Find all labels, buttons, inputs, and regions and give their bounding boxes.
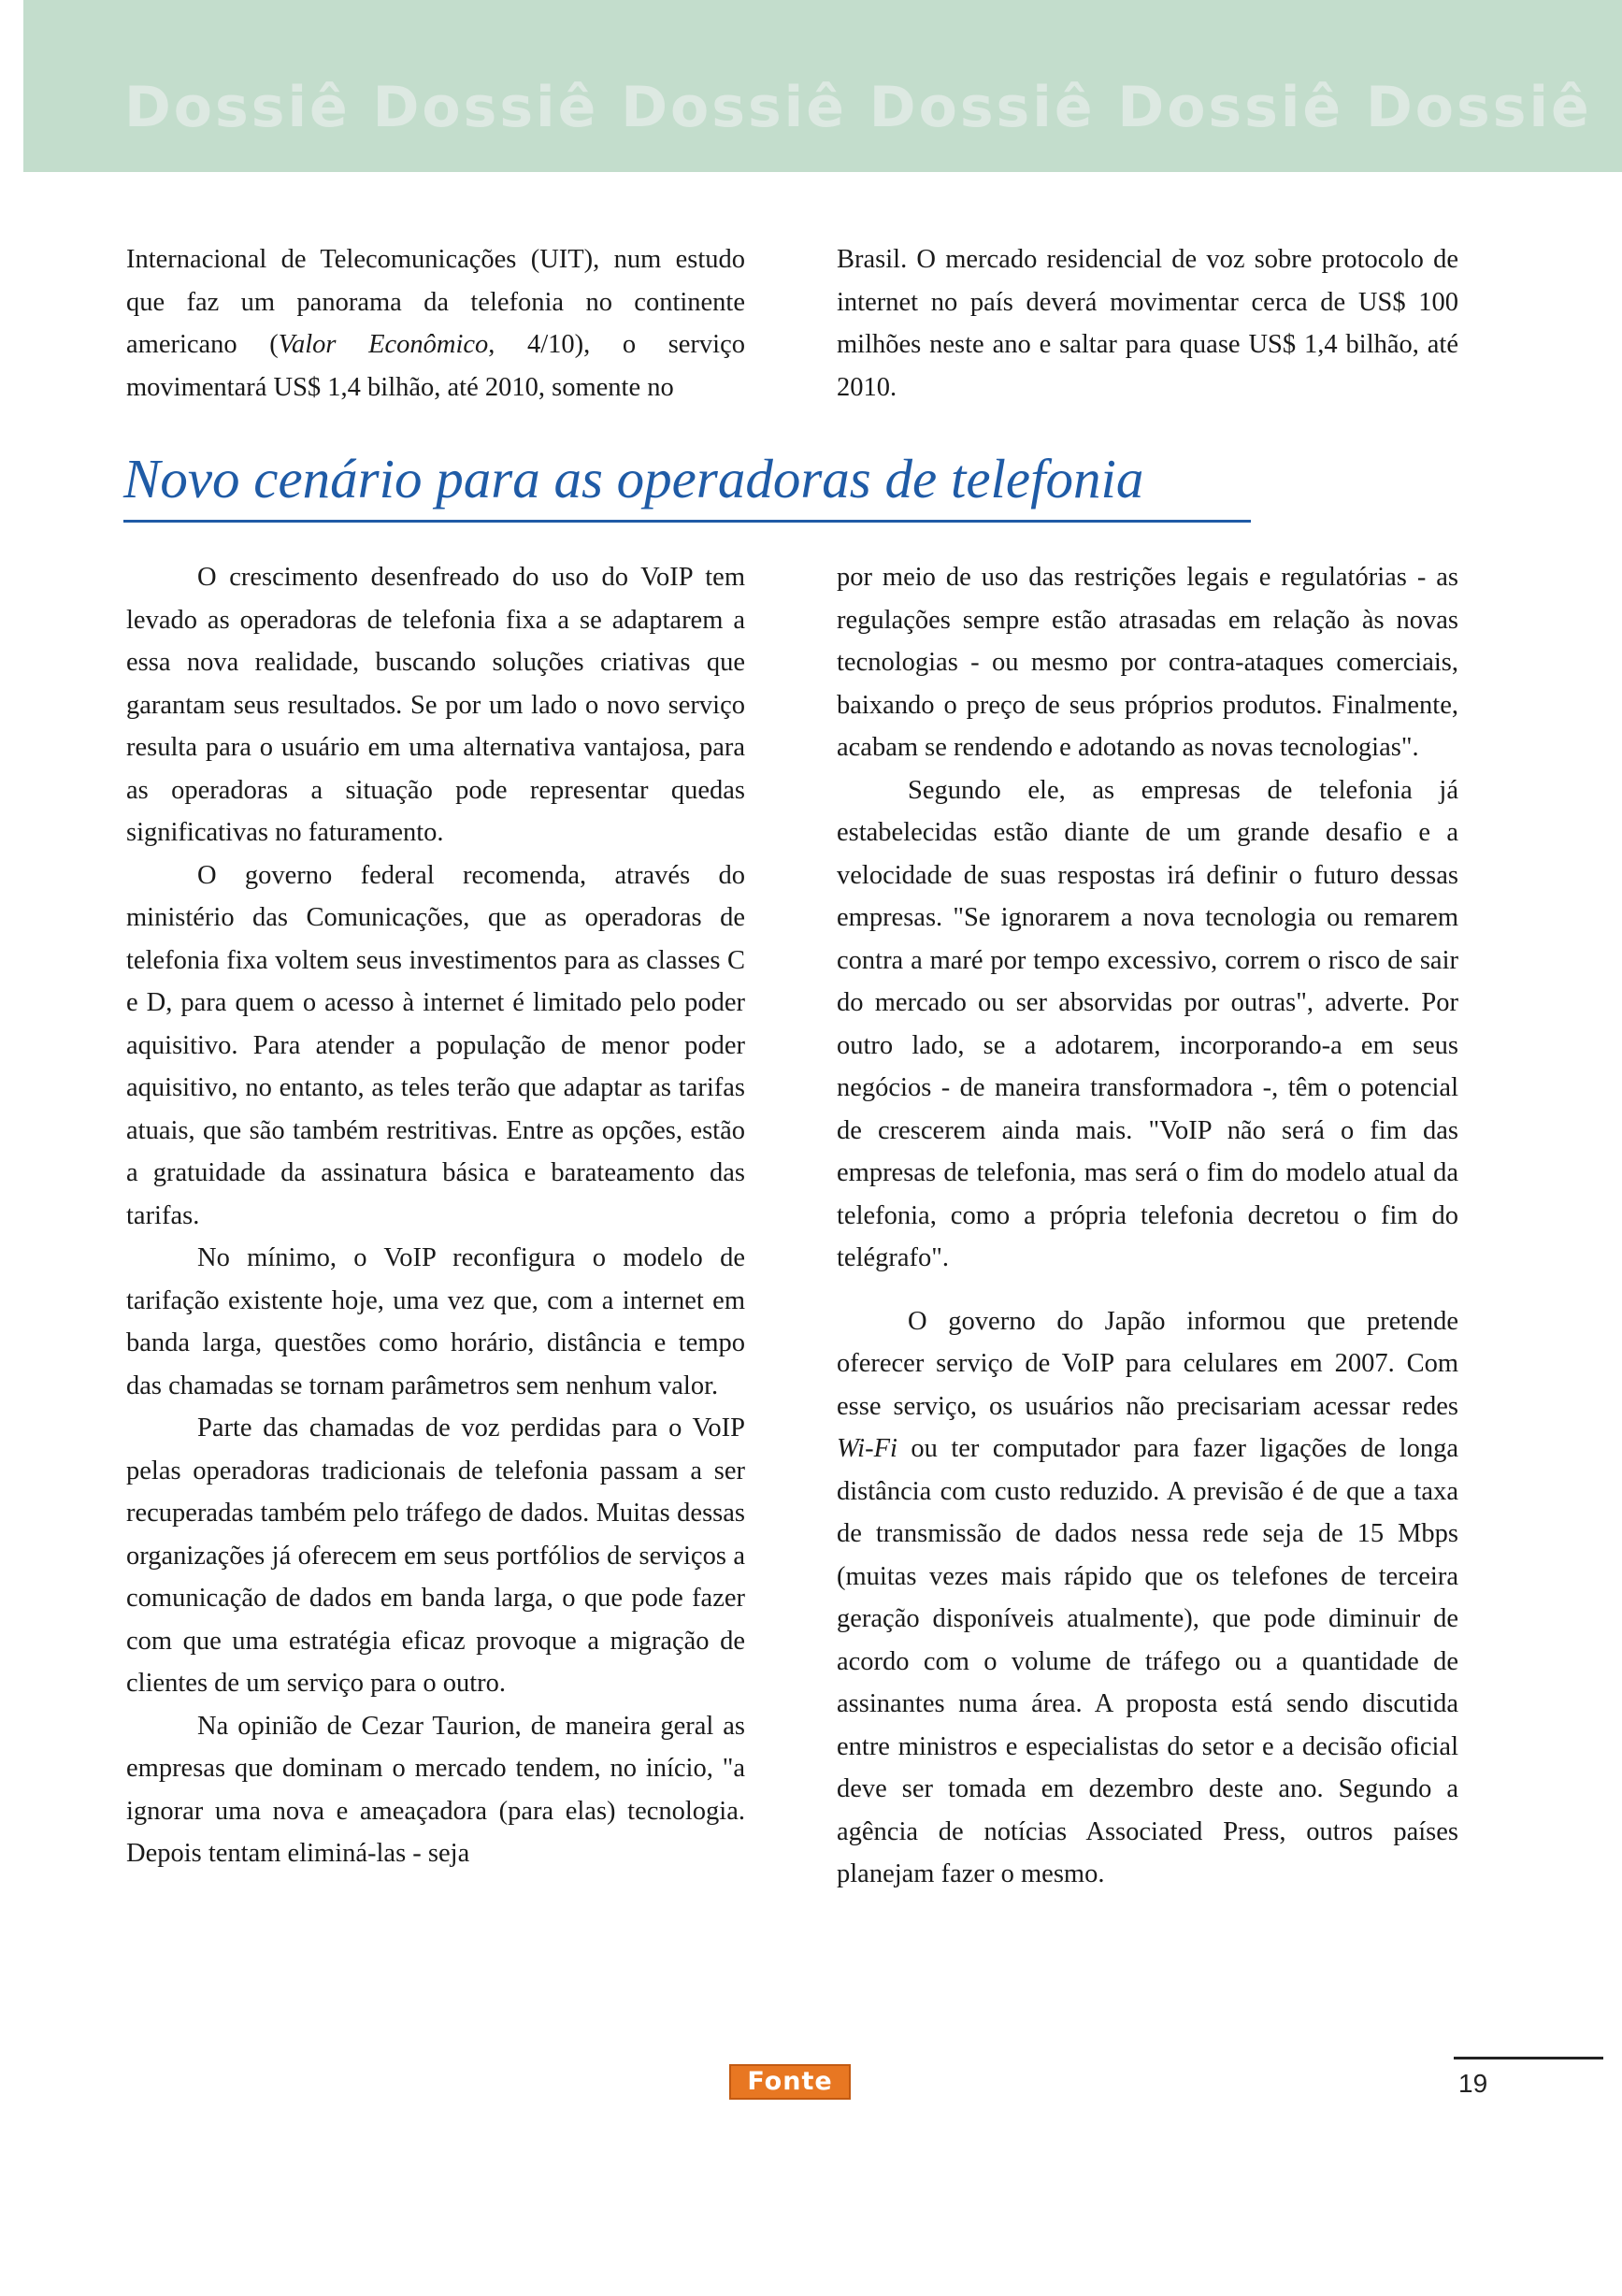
article-paragraph: Parte das chamadas de voz perdidas para o VoIP pelas operadoras tradicionais de telefonia passam a ser recuperadas também pelo tráfego de dados. Muitas dessas organizações já oferecem em seus portfólios de serviços a comunicação de dados em banda larga, o que pode fazer com que uma estratégia eficaz provoque a migração de clientes de um serviço para o outro. <box>126 1413 745 1698</box>
article-right-column <box>837 556 1458 1896</box>
headline-underline <box>123 520 1251 523</box>
article-paragraph: O governo federal recomenda, através do ministério das Comunicações, que as operadoras de telefonia fixa voltem seus investimentos para as classes C e D, para quem o acesso à internet é limitado pelo poder aquisitivo. Para atender a população de menor poder aquisitivo, no entanto, as teles terão que adaptar as tarifas atuais, que são também restritivas. Entre as opções, estão a gratuidade da assinatura básica e barateamento das tarifas. <box>126 860 745 1230</box>
article-paragraph <box>837 1300 1458 1896</box>
article-paragraph: Na opinião de Cezar Taurion, de maneira geral as empresas que dominam o mercado tendem, no início, "a ignorar uma nova e ameaçadora (para elas) tecnologia. Depois tentam eliminá-las - seja <box>126 1711 745 1868</box>
intro-left-paragraph <box>126 238 745 409</box>
intro-left-column <box>126 238 745 409</box>
intro-left-text-a: Internacional de Telecomunicações (UIT), num estudo que faz um panorama da telefonia no continente americano ( <box>126 245 745 359</box>
intro-left-emphasis: Valor Econômico <box>278 330 489 359</box>
article-emphasis: Wi-Fi <box>837 1434 897 1463</box>
article-paragraph: Segundo ele, as empresas de telefonia já estabelecidas estão diante de um grande desafio e a velocidade de suas respostas irá definir o futuro dessas empresas. "Se ignorarem a nova tecnologia ou remarem contra a maré por tempo excessivo, correm o risco de sair do mercado ou ser absorvidas por outras", adverte. Por outro lado, se a adotarem, incorporando-a em seus negócios - de maneira transformadora -, têm o potencial de crescerem ainda mais. "VoIP não será o fim das empresas de telefonia, mas será o fim do modelo atual da telefonia, como a própria telefonia decretou o fim do telégrafo". <box>837 775 1458 1272</box>
article-paragraph: O crescimento desenfreado do uso do VoIP tem levado as operadoras de telefonia fixa a se adaptarem a essa nova realidade, buscando soluções criativas que garantam seus resultados. Se por um lado o novo serviço resulta para o usuário em uma alternativa vantajosa, para as operadoras a situação pode representar quedas significativas no faturamento. <box>126 563 745 847</box>
page-number: 19 <box>1458 2069 1488 2098</box>
paragraph-gap <box>837 1280 1458 1300</box>
article-left-column <box>126 556 745 1875</box>
article-paragraph: No mínimo, o VoIP reconfigura o modelo de tarifação existente hoje, uma vez que, com a internet em banda larga, questões como horário, distância e tempo das chamadas se tornam parâmetros sem nenhum valor. <box>126 1243 745 1400</box>
footer-rule <box>1454 2057 1603 2059</box>
intro-right-column <box>837 238 1458 409</box>
intro-left-text-b: , 4/10), o serviço movimentará US$ 1,4 bilhão, até 2010, somente no <box>126 330 745 402</box>
article-text-a: O governo do Japão informou que pretende oferecer serviço de VoIP para celulares em 2007. Com esse serviço, os usuários não precisariam acessar redes <box>837 1306 1458 1421</box>
article-headline: Novo cenário para as operadoras de telefonia <box>123 448 1144 509</box>
article-text-b: ou ter computador para fazer ligações de longa distância com custo reduzido. A previsão é de que a taxa de transmissão de dados nessa rede seja de 15 Mbps (muitas vezes mais rápido que os telefones de terceira geração disponíveis atualmente), que pode diminuir de acordo com o volume de tráfego ou a quantidade de assinantes numa área. A proposta está sendo discutida entre ministros e especialistas do setor e a decisão oficial deve ser tomada em dezembro deste ano. Segundo a agência de notícias Associated Press, outros países planejam fazer o mesmo. <box>837 1434 1458 1888</box>
intro-right-paragraph: Brasil. O mercado residencial de voz sobre protocolo de internet no país deverá movimentar cerca de US$ 100 milhões neste ano e saltar para quase US$ 1,4 bilhão, até 2010. <box>837 245 1458 402</box>
section-banner <box>23 0 1622 172</box>
article-paragraph: por meio de uso das restrições legais e regulatórias - as regulações sempre estão atrasadas em relação às novas tecnologias - ou mesmo por contra-ataques comerciais, baixando o preço de seus próprios produtos. Finalmente, acabam se rendendo e adotando as novas tecnologias". <box>837 563 1458 762</box>
section-banner-text: Dossiê Dossiê Dossiê Dossiê Dossiê Dossiê <box>124 75 1592 140</box>
fonte-logo: Fonte <box>729 2064 851 2100</box>
